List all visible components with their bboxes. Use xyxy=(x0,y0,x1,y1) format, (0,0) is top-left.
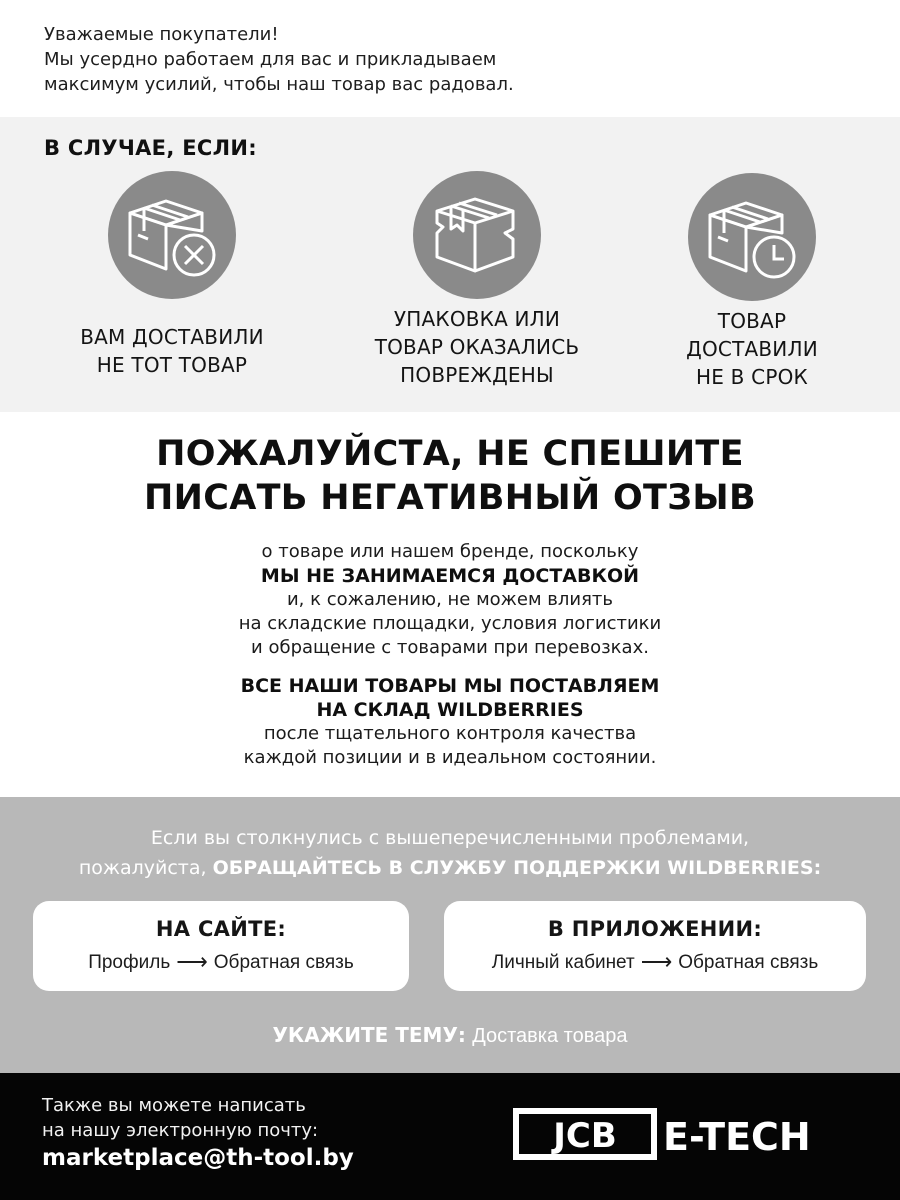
request-heading: ПОЖАЛУЙСТА, НЕ СПЕШИТЕ xyxy=(156,434,744,474)
intro-section xyxy=(0,0,900,117)
case-wrong-item xyxy=(22,171,322,379)
case-damaged-item xyxy=(327,171,627,389)
request-text: о товаре или нашем бренде, поскольку xyxy=(261,541,639,562)
request-text: и обращение с товарами при перевозках. xyxy=(251,637,649,658)
app-card-path: Личный кабинет ⟶ Обратная связь xyxy=(491,949,819,974)
request-text-bold: МЫ НЕ ЗАНИМАЕМСЯ ДОСТАВКОЙ xyxy=(260,565,640,587)
logo-sub: E-TECH xyxy=(663,1115,811,1159)
greeting: Уважаемые покупатели! xyxy=(44,24,279,45)
cases-title: В СЛУЧАЕ, ЕСЛИ: xyxy=(44,136,257,160)
support-text: Если вы столкнулись с вышеперечисленными проблемами, xyxy=(150,827,750,849)
footer xyxy=(0,1073,900,1200)
case-late-delivery xyxy=(602,173,900,391)
support-text: пожалуйста, ОБРАЩАЙТЕСЬ В СЛУЖБУ ПОДДЕРЖКИ WILDBERRIES: xyxy=(78,857,822,879)
intro-text-line: максимум усилий, чтобы наш товар вас радовал. xyxy=(44,74,514,95)
damaged-box-icon xyxy=(413,171,541,299)
jcb-etech-logo xyxy=(513,1108,873,1164)
support-app-card xyxy=(444,901,866,991)
contact-email[interactable]: marketplace@th-tool.by xyxy=(42,1145,354,1171)
request-text: каждой позиции и в идеальном состоянии. xyxy=(243,747,657,768)
intro-text-line: Мы усердно работаем для вас и прикладываем xyxy=(44,49,497,70)
request-text-bold: НА СКЛАД WILDBERRIES xyxy=(316,699,584,721)
case-label: ТОВАР ДОСТАВИЛИ НЕ В СРОК xyxy=(686,309,818,389)
cases-section xyxy=(0,117,900,412)
box-cross-icon xyxy=(108,171,236,299)
logo-main: JCB xyxy=(553,1116,617,1156)
case-label: УПАКОВКА ИЛИ ТОВАР ОКАЗАЛИСЬ ПОВРЕЖДЕНЫ xyxy=(374,307,580,387)
request-heading: ПИСАТЬ НЕГАТИВНЫЙ ОТЗЫВ xyxy=(144,478,756,518)
app-card-title: В ПРИЛОЖЕНИИ: xyxy=(547,917,763,941)
request-text: после тщательного контроля качества xyxy=(263,723,637,744)
topic-line: УКАЖИТЕ ТЕМУ: Доставка товара xyxy=(272,1023,628,1047)
arrow-right-icon: ⟶ xyxy=(176,949,208,974)
site-card-path: Профиль ⟶ Обратная связь xyxy=(88,949,354,974)
site-card-title: НА САЙТЕ: xyxy=(155,917,287,941)
footer-text: Также вы можете написать на нашу электронную почту: xyxy=(42,1095,319,1141)
request-text-bold: ВСЕ НАШИ ТОВАРЫ МЫ ПОСТАВЛЯЕМ xyxy=(240,675,660,697)
support-site-card xyxy=(33,901,409,991)
arrow-right-icon: ⟶ xyxy=(640,949,673,974)
box-clock-icon xyxy=(688,173,816,301)
request-text: на складские площадки, условия логистики xyxy=(238,613,662,634)
case-label: ВАМ ДОСТАВИЛИ НЕ ТОТ ТОВАР xyxy=(80,325,264,377)
request-text: и, к сожалению, не можем влиять xyxy=(286,589,613,610)
support-section xyxy=(0,797,900,1073)
request-section xyxy=(0,412,900,797)
